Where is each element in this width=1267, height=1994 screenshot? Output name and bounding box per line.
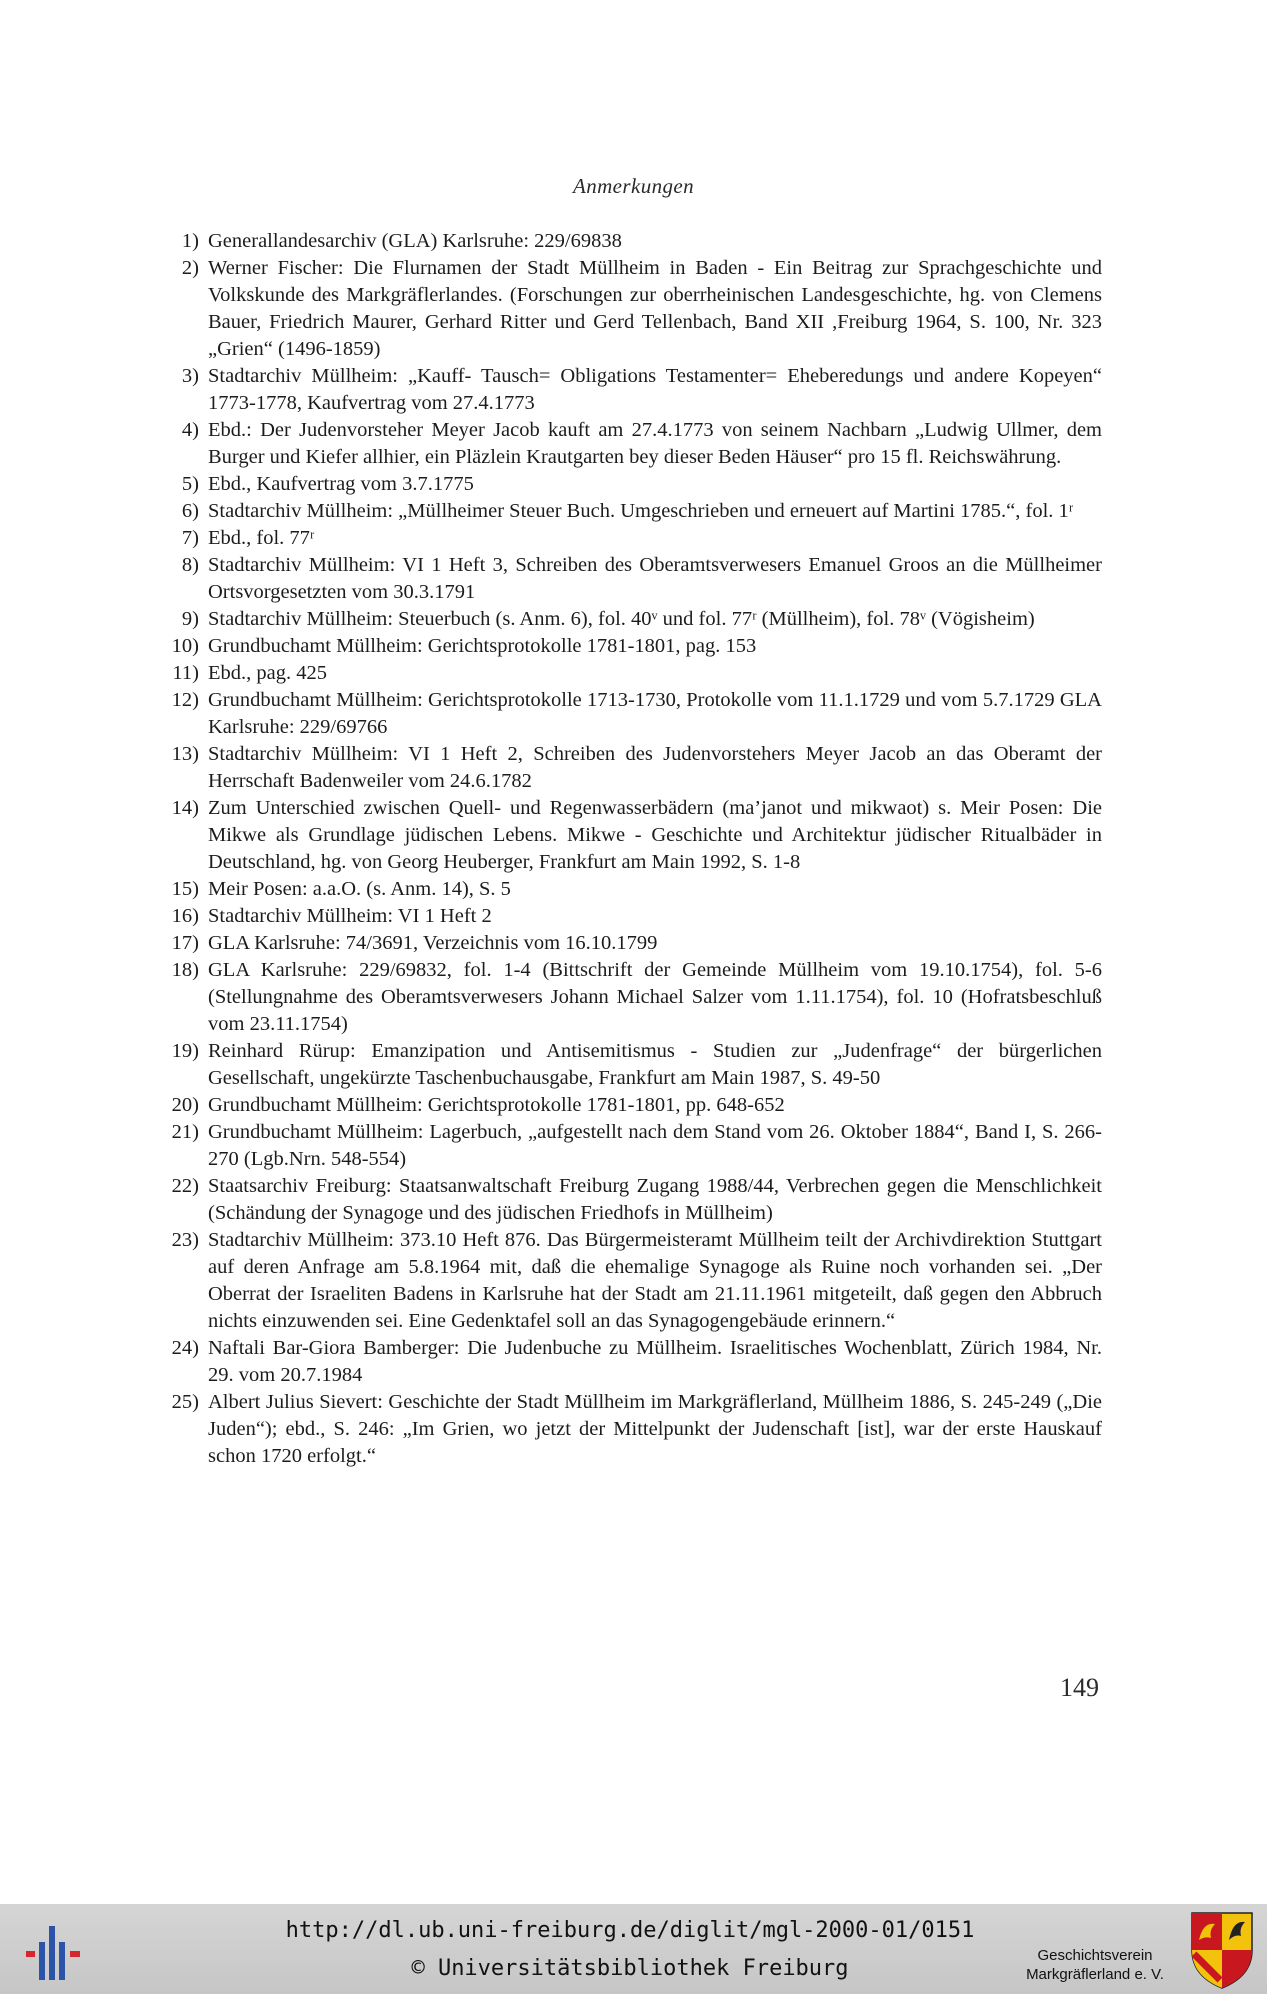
- ub-freiburg-logo-icon[interactable]: [26, 1926, 82, 1982]
- footnote-item: [150, 1389, 1102, 1470]
- footnote-number: 15): [171, 878, 199, 900]
- footnote-number: 16): [171, 905, 199, 927]
- footnote-item: [150, 417, 1102, 471]
- footnote-number: 25): [171, 1391, 199, 1413]
- footnote-item: [150, 903, 1102, 930]
- society-name-line: Markgräflerland e. V.: [1026, 1966, 1164, 1983]
- footnote-number: 13): [171, 743, 199, 765]
- footnote-number: 14): [171, 797, 199, 819]
- footnote-item: [150, 471, 1102, 498]
- footnote-item: [150, 957, 1102, 1038]
- footnote-text: Grundbuchamt Müllheim: Lagerbuch, „aufgestellt nach dem Stand vom 26. Oktober 1884“, Band I, S. 266-270 (Lgb.Nrn. 548-554): [208, 1121, 1102, 1170]
- footnote-number: 8): [181, 554, 199, 576]
- footnote-number: 17): [171, 932, 199, 954]
- footnote-text: Stadtarchiv Müllheim: VI 1 Heft 2: [208, 905, 492, 927]
- footnote-item: [150, 363, 1102, 417]
- footnote-text: Ebd., Kaufvertrag vom 3.7.1775: [208, 473, 474, 495]
- footnote-text: Grundbuchamt Müllheim: Gerichtsprotokolle 1781-1801, pp. 648-652: [208, 1094, 785, 1116]
- footnote-number: 2): [181, 257, 199, 279]
- footnote-number: 24): [171, 1337, 199, 1359]
- society-name-line: Geschichtsverein: [1037, 1947, 1153, 1964]
- footnote-item: [150, 255, 1102, 363]
- footnote-text: Stadtarchiv Müllheim: VI 1 Heft 3, Schreiben des Oberamtsverwesers Emanuel Groos an die Müllheimer Ortsvorgesetzten vom 30.3.1791: [208, 554, 1102, 603]
- footnote-text: Albert Julius Sievert: Geschichte der Stadt Müllheim im Markgräflerland, Müllheim 1886, S. 245-249 („Die Juden“); ebd., S. 246: „Im Grien, wo jetzt der Mittelpunkt der Judenschaft [ist], war der erste Hauskauf schon 1720 erfolgt.“: [208, 1391, 1102, 1467]
- footnote-item: [150, 1038, 1102, 1092]
- footnote-item: [150, 633, 1102, 660]
- footnote-number: 10): [171, 635, 199, 657]
- footnote-number: 1): [181, 230, 199, 252]
- footnote-text: Meir Posen: a.a.O. (s. Anm. 14), S. 5: [208, 878, 511, 900]
- footnote-text: Stadtarchiv Müllheim: VI 1 Heft 2, Schreiben des Judenvorstehers Meyer Jacob an das Oberamt der Herrschaft Badenweiler vom 24.6.1782: [208, 743, 1102, 792]
- footnote-text: Staatsarchiv Freiburg: Staatsanwaltschaft Freiburg Zugang 1988/44, Verbrechen gegen die Menschlichkeit (Schändung der Synagoge und des jüdischen Friedhofs in Müllheim): [208, 1175, 1102, 1224]
- footnote-text: GLA Karlsruhe: 229/69832, fol. 1-4 (Bittschrift der Gemeinde Müllheim vom 19.10.1754), fol. 5-6 (Stellungnahme des Oberamtsverwesers Johann Michael Salzer vom 1.11.1754), fol. 10 (Hofratsbeschluß vom 23.11.1754): [208, 959, 1102, 1035]
- footnote-item: [150, 1227, 1102, 1335]
- footnote-item: [150, 930, 1102, 957]
- document-url-link[interactable]: http://dl.ub.uni-freiburg.de/diglit/mgl-2000-01/0151: [285, 1918, 975, 1943]
- notes-list: [150, 228, 1102, 1470]
- page-number: 149: [1060, 1673, 1099, 1702]
- footnote-item: [150, 876, 1102, 903]
- footnote-text: Naftali Bar-Giora Bamberger: Die Judenbuche zu Müllheim. Israelitisches Wochenblatt, Zürich 1984, Nr. 29. vom 20.7.1984: [208, 1337, 1102, 1386]
- footnote-number: 7): [181, 527, 199, 549]
- footnote-number: 12): [171, 689, 199, 711]
- page-heading: Anmerkungen: [572, 174, 695, 198]
- footnote-number: 6): [181, 500, 199, 522]
- footnote-text: Ebd., fol. 77ʳ: [208, 527, 315, 549]
- footnote-item: [150, 660, 1102, 687]
- footnote-item: [150, 1173, 1102, 1227]
- viewer-footer: [0, 1904, 1267, 1994]
- footnote-text: Zum Unterschied zwischen Quell- und Regenwasserbädern (ma’janot und mikwaot) s. Meir Posen: Die Mikwe als Grundlage jüdischen Lebens. Mikwe - Geschichte und Architektur jüdischer Ritualbäder in Deutschland, hg. von Georg Heuberger, Frankfurt am Main 1992, S. 1-8: [208, 797, 1102, 873]
- footnote-number: 21): [171, 1121, 199, 1143]
- footnote-number: 11): [172, 662, 199, 684]
- footnote-item: [150, 552, 1102, 606]
- copyright-notice: © Universitätsbibliothek Freiburg: [411, 1956, 849, 1981]
- footnote-item: [150, 498, 1102, 525]
- footnote-number: 19): [171, 1040, 199, 1062]
- footnote-text: Stadtarchiv Müllheim: „Müllheimer Steuer Buch. Umgeschrieben und erneuert auf Martini 1785.“, fol. 1ʳ: [208, 500, 1074, 522]
- footnote-item: [150, 228, 1102, 255]
- footnote-item: [150, 1119, 1102, 1173]
- footnote-number: 18): [171, 959, 199, 981]
- footnote-text: Werner Fischer: Die Flurnamen der Stadt Müllheim in Baden - Ein Beitrag zur Sprachgeschichte und Volkskunde des Markgräflerlandes. (Forschungen zur oberrheinischen Landesgeschichte, hg. von Clemens Bauer, Friedrich Maurer, Gerhard Ritter und Gerd Tellenbach, Band XII ,Freiburg 1964, S. 100, Nr. 323 „Grien“ (1496-1859): [208, 257, 1102, 360]
- footnote-item: [150, 525, 1102, 552]
- footnote-text: Ebd.: Der Judenvorsteher Meyer Jacob kauft am 27.4.1773 von seinem Nachbarn „Ludwig Ullmer, dem Burger und Kiefer allhier, ein Pläzlein Krautgarten bey dieser Beden Häuser“ pro 15 fl. Reichswährung.: [208, 419, 1102, 468]
- footnote-item: [150, 741, 1102, 795]
- footnote-text: Grundbuchamt Müllheim: Gerichtsprotokolle 1713-1730, Protokolle vom 11.1.1729 und vom 5.7.1729 GLA Karlsruhe: 229/69766: [208, 689, 1102, 738]
- footnote-item: [150, 687, 1102, 741]
- footnote-item: [150, 1092, 1102, 1119]
- footnote-text: Grundbuchamt Müllheim: Gerichtsprotokolle 1781-1801, pag. 153: [208, 635, 757, 657]
- footnote-item: [150, 606, 1102, 633]
- society-name: [1020, 1946, 1170, 1984]
- footnote-number: 4): [181, 419, 199, 441]
- footnote-text: Stadtarchiv Müllheim: „Kauff- Tausch= Obligations Testamenter= Eheberedungs und andere Kopeyen“ 1773-1778, Kaufvertrag vom 27.4.1773: [208, 365, 1102, 414]
- footnote-text: Generallandesarchiv (GLA) Karlsruhe: 229/69838: [208, 230, 622, 252]
- footnote-text: Stadtarchiv Müllheim: 373.10 Heft 876. Das Bürgermeisteramt Müllheim teilt der Archivdirektion Stuttgart auf deren Anfrage am 5.8.1964 mit, daß die ehemalige Synagoge als Ruine noch vorhanden sei. „Der Oberrat der Israeliten Badens in Karlsruhe hat der Stadt am 21.11.1961 mitgeteilt, daß gegen den Abbruch nichts einzuwenden sei. Eine Gedenktafel soll an das Synagogengebäude erinnern.“: [208, 1229, 1102, 1332]
- footnote-text: GLA Karlsruhe: 74/3691, Verzeichnis vom 16.10.1799: [208, 932, 658, 954]
- footnote-text: Stadtarchiv Müllheim: Steuerbuch (s. Anm. 6), fol. 40ᵛ und fol. 77ʳ (Müllheim), fol. 78ᵛ (Vögisheim): [208, 608, 1035, 630]
- footnote-number: 20): [171, 1094, 199, 1116]
- footnote-number: 3): [181, 365, 199, 387]
- footnote-number: 5): [181, 473, 199, 495]
- footnote-item: [150, 1335, 1102, 1389]
- footnote-number: 23): [171, 1229, 199, 1251]
- footnote-number: 9): [181, 608, 199, 630]
- footnote-text: Reinhard Rürup: Emanzipation und Antisemitismus - Studien zur „Judenfrage“ der bürgerlichen Gesellschaft, ungekürzte Taschenbuchausgabe, Frankfurt am Main 1987, S. 49-50: [208, 1040, 1102, 1089]
- coat-of-arms-icon: [1189, 1910, 1255, 1990]
- footnote-text: Ebd., pag. 425: [208, 662, 327, 684]
- footnote-number: 22): [171, 1175, 199, 1197]
- footnote-item: [150, 795, 1102, 876]
